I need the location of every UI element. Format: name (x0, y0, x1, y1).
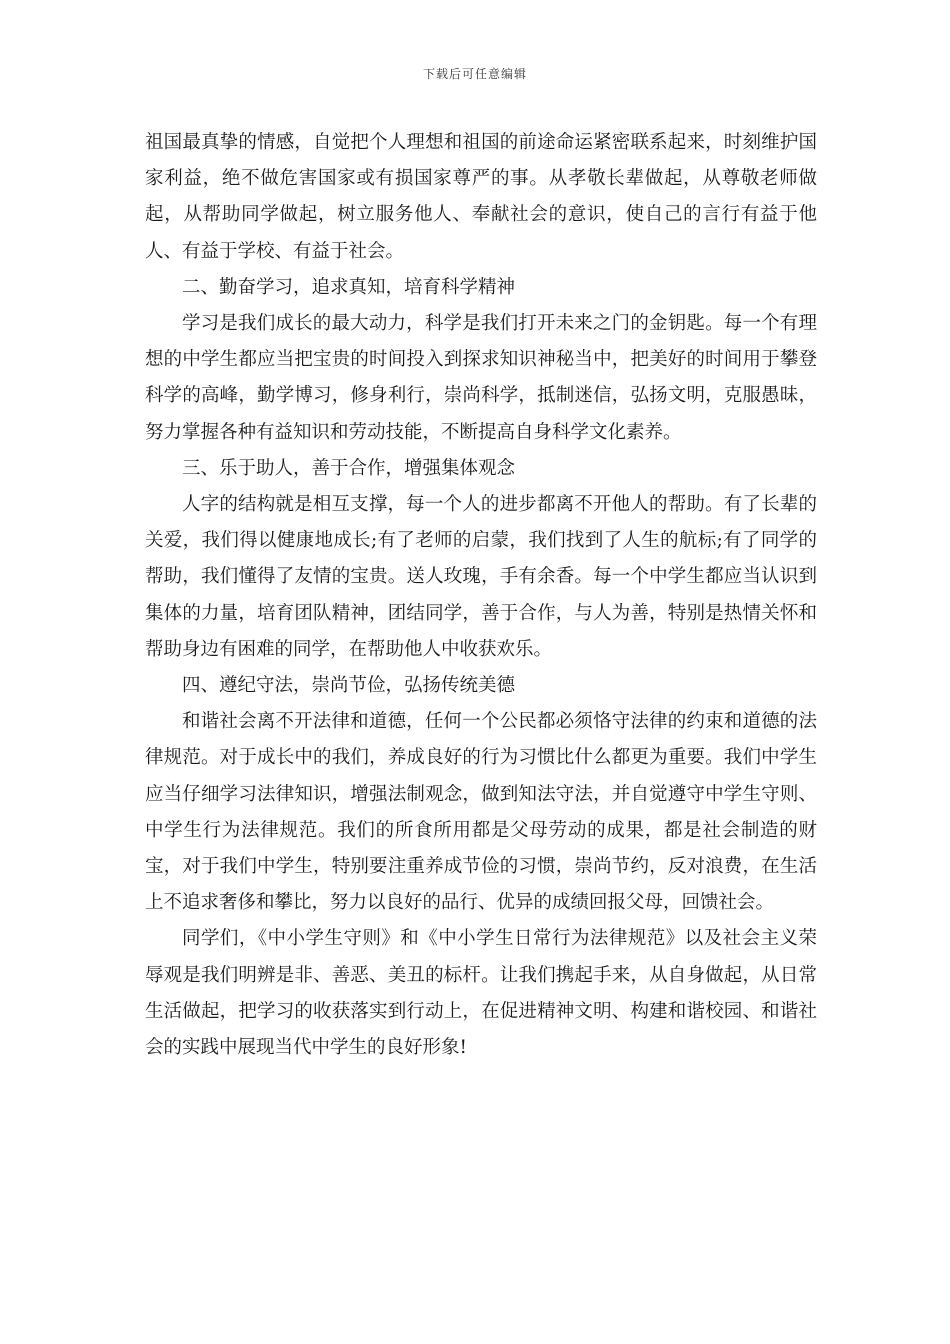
paragraph: 祖国最真挚的情感，自觉把个人理想和祖国的前途命运紧密联系起来，时刻维护国家利益，绝不做危害国家或有损国家尊严的事。从孝敬长辈做起，从尊敬老师做起，从帮助同学做起，树立服务他人、奉献社会的意识，使自己的言行有益于他人、有益于学校、有益于社会。 (145, 132, 817, 262)
paragraph: 学习是我们成长的最大动力，科学是我们打开未来之门的金钥匙。每一个有理想的中学生都应当把宝贵的时间投入到探求知识神秘当中，把美好的时间用于攀登科学的高峰，勤学博习，修身利行，崇尚科学，抵制迷信，弘扬文明，克服愚昧，努力掌握各种有益知识和劳动技能，不断提高自身科学文化素养。 (145, 313, 817, 443)
paragraph: 人字的结构就是相互支撑，每一个人的进步都离不开他人的帮助。有了长辈的关爱，我们得以健康地成长;有了老师的启蒙，我们找到了人生的航标;有了同学的帮助，我们懂得了友情的宝贵。送人玫瑰，手有余香。每一个中学生都应当认识到集体的力量，培育团队精神，团结同学，善于合作，与人为善，特别是热情关怀和帮助身边有困难的同学，在帮助他人中收获欢乐。 (145, 494, 817, 660)
section-heading: 四、遵纪守法，崇尚节俭，弘扬传统美德 (182, 675, 516, 697)
section-heading: 二、勤奋学习，追求真知，培育科学精神 (182, 276, 516, 298)
header-note: 下载后可任意编辑 (422, 67, 527, 81)
document-body (145, 125, 817, 1066)
section-heading: 三、乐于助人，善于合作，增强集体观念 (182, 457, 516, 479)
paragraph: 和谐社会离不开法律和道德，任何一个公民都必须恪守法律的约束和道德的法律规范。对于成长中的我们，养成良好的行为习惯比什么都更为重要。我们中学生应当仔细学习法律知识，增强法制观念，做到知法守法，并自觉遵守中学生守则、中学生行为法律规范。我们的所食所用都是父母劳动的成果，都是社会制造的财宝，对于我们中学生，特别要注重养成节俭的习惯，崇尚节约，反对浪费，在生活上不追求奢侈和攀比，努力以良好的品行、优异的成绩回报父母，回馈社会。 (145, 711, 817, 914)
paragraph: 同学们，《中小学生守则》和《中小学生日常行为法律规范》以及社会主义荣辱观是我们明辨是非、善恶、美丑的标杆。让我们携起手来，从自身做起，从日常生活做起，把学习的收获落实到行动上，在促进精神文明、构建和谐校园、和谐社会的实践中展现当代中学生的良好形象! (145, 928, 817, 1059)
